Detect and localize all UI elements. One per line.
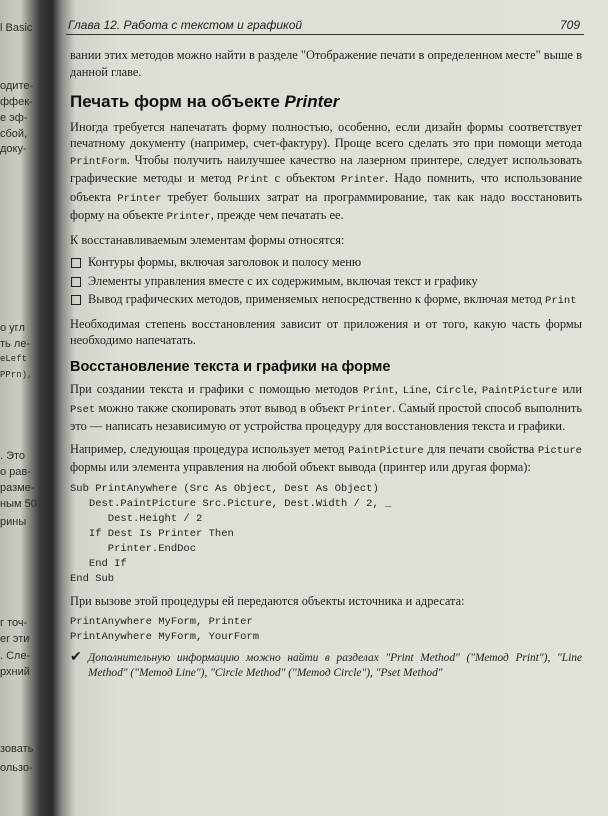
text-run: или [557, 382, 582, 396]
left-page-fragment: . Это [0, 450, 26, 462]
checkmark-icon: ✔ [70, 650, 82, 665]
left-page-fragment: зовать [0, 743, 34, 755]
code-block-procedure: Sub PrintAnywhere (Src As Object, Dest As Object) Dest.PaintPicture Src.Picture, Dest.Width / 2, _ Dest.Height / 2 If Dest Is Printer Then Printer.EndDoc End If End Sub [70, 482, 392, 585]
text-run: При создании текста и графики с помощью методов [70, 382, 364, 396]
heading-text: Печать форм на объекте [70, 92, 285, 111]
code-term: Print [237, 174, 269, 186]
code-term: Printer [166, 211, 211, 223]
list-item-text: Контуры формы, включая заголовок и полосу меню [88, 255, 362, 269]
code-term: PaintPicture [481, 385, 558, 397]
code-term: Print [363, 385, 395, 397]
text-run: , [427, 382, 436, 396]
code-term: Printer [117, 192, 162, 205]
square-bullet-icon [71, 295, 81, 305]
left-page-fragment: PPrn), [0, 370, 33, 380]
text-run: , [394, 382, 403, 396]
paragraph: К восстанавливаемым элементам формы относятся: [70, 232, 345, 247]
paragraph: При вызове этой процедуры ей передаются объекты источника и адресата: [70, 593, 465, 608]
page-content [70, 47, 582, 681]
text-run: можно также скопировать этот вывод в объект [95, 400, 348, 415]
text-run: . Чтобы получить наилучшее качество на лазерном принтере, следует использовать графические методы и метод [70, 152, 582, 185]
code-term: Circle [436, 385, 474, 397]
list-item [70, 273, 582, 290]
code-term: Print [545, 295, 577, 307]
left-page-fragment: сбой, [0, 128, 28, 140]
left-page-fragment: eLeft [0, 354, 28, 364]
left-page-fragment: ным 50 [0, 498, 37, 510]
text-run: Иногда требуется напечатать форму полностью, особенно, если дизайн формы соответствует печатному документу (например, счет-фактуру). Проще всего сделать это при помощи метода [70, 119, 582, 150]
paragraph [70, 381, 582, 435]
left-page-fragment: ть ле- [0, 338, 31, 350]
left-page-fragment: рины [0, 516, 27, 528]
code-block-calls: PrintAnywhere MyForm, Printer PrintAnywhere MyForm, YourForm [70, 616, 260, 643]
code-term: PaintPicture [348, 444, 424, 457]
text-run: , прежде чем печатать ее. [210, 208, 344, 222]
code-term: PrintForm [70, 155, 127, 168]
section-heading-print-forms [70, 94, 582, 111]
text-run: для печати свойства [423, 441, 538, 456]
list-item-text: Элементы управления вместе с их содержимым, включая текст и графику [88, 273, 478, 288]
left-page-fragment: er эти [0, 633, 30, 645]
left-page-fragment: ользо- [0, 762, 33, 774]
left-page-fragment: ффек- [0, 96, 33, 108]
text-run: формы или элемента управления на любой объект вывода (принтер или другая форма): [70, 460, 531, 474]
code-term: Printer [341, 174, 386, 186]
left-page-fragment: рхний [0, 666, 30, 678]
paragraph: Необходимая степень восстановления зависит от приложения и от того, какую часть формы необходимо напечатать. [70, 316, 582, 347]
list-item [70, 254, 582, 271]
heading-italic-object: Printer [284, 92, 340, 111]
left-page-fragment: о рав- [0, 466, 31, 478]
text-run: с объектом [268, 171, 342, 185]
intro-paragraph: вании этих методов можно найти в разделе "Отображение печати в определенном месте" выше в данной главе. [70, 48, 582, 79]
page-number: 709 [559, 18, 580, 32]
left-page-fragment: доку- [0, 143, 27, 155]
text-run: . Надо помнить, что использование объекта [70, 171, 582, 204]
text-run: , [473, 382, 482, 396]
paragraph [70, 119, 582, 226]
note-text: Дополнительную информацию можно найти в разделах "Print Method" ("Метод Print"), "Line Method" ("Метод Line"), "Circle Method" ("Метод Circle"), "Pset Method" [88, 652, 582, 679]
text-run: . Самый простой способ выполнить это — написать независимую от устройства процедуру для восстановления текста и графики. [70, 400, 582, 433]
code-term: Pset [70, 403, 96, 416]
chapter-title: Глава 12. Работа с текстом и графикой [68, 18, 303, 32]
square-bullet-icon [71, 258, 81, 268]
note [70, 651, 582, 681]
list-item-text: Вывод графических методов, применяемых непосредственно к форме, включая метод [88, 292, 546, 306]
list-item [70, 291, 582, 310]
paragraph [70, 441, 582, 476]
left-page-fragment: разме- [0, 482, 35, 494]
code-term: Line [402, 385, 428, 397]
text-run: Например, следующая процедура использует метод [70, 441, 349, 456]
text-run: требует больших затрат на программирование, так как надо восстановить форму на объекте [70, 189, 582, 222]
running-header [66, 16, 584, 35]
left-page-fragment: . Сле- [0, 650, 31, 662]
left-page-fragment: о угл [0, 322, 25, 334]
code-term: Picture [537, 444, 582, 457]
bullet-list [70, 254, 582, 310]
code-term: Printer [347, 403, 393, 416]
left-page-fragment: е эф- [0, 112, 28, 124]
left-page-fragment: г точ- [0, 617, 28, 629]
previous-page-edge [0, 0, 44, 816]
square-bullet-icon [71, 277, 81, 287]
section-heading-restore: Восстановление текста и графики на форме [70, 358, 391, 375]
left-page-fragment: одите- [0, 80, 34, 92]
left-page-fragment: l Basic [0, 22, 33, 34]
